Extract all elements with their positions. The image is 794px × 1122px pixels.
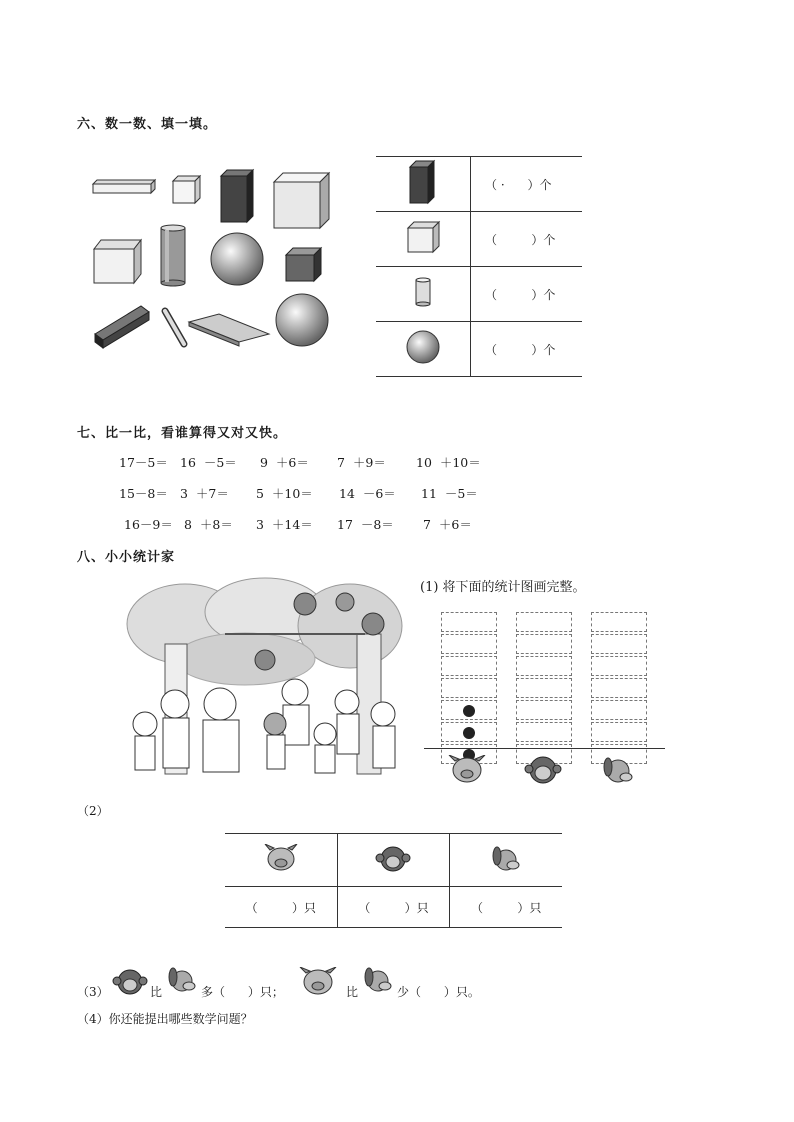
pig-icon — [263, 844, 299, 874]
graph-cell — [591, 656, 647, 676]
tally-header-dog — [450, 834, 562, 887]
equation: 5 ＋10＝ — [256, 486, 313, 501]
small-dark-cube-shape — [286, 248, 321, 281]
equation: 8 ＋8＝ — [184, 517, 233, 532]
graph-cell — [516, 700, 572, 720]
q3-label: （3） — [77, 985, 109, 999]
q4-prompt: （4）你还能提出哪些数学问题？ — [77, 1012, 253, 1026]
thin-cylinder-shape — [165, 311, 184, 344]
tally-dot — [463, 727, 475, 739]
q3-duo-blank[interactable]: 多（ ）只； — [201, 985, 284, 999]
sphere-shape — [211, 233, 263, 285]
graph-column-dog — [591, 612, 647, 766]
graph-cell — [516, 634, 572, 654]
graph-cell — [591, 700, 647, 720]
q3-shao-blank[interactable]: 少（ ）只。 — [397, 985, 480, 999]
dog-icon — [488, 844, 524, 874]
graph-column-pig — [441, 612, 497, 766]
count-row-cylinder — [376, 267, 582, 322]
graph-cell — [441, 656, 497, 676]
equation: 9 ＋6＝ — [260, 455, 309, 470]
large-sphere-shape — [276, 294, 328, 346]
tally-blank-pig[interactable]: （ ）只 — [225, 887, 337, 928]
equation: 7 ＋9＝ — [337, 455, 386, 470]
equation: 11 －5＝ — [421, 486, 478, 501]
q2-label: （2） — [77, 804, 109, 818]
long-prism-shape — [95, 306, 149, 348]
equation: 7 ＋6＝ — [423, 517, 472, 532]
monkey-icon — [375, 844, 411, 874]
count-row-cube — [376, 212, 582, 267]
sphere-icon — [376, 322, 471, 377]
dog-icon — [360, 965, 396, 995]
graph-cell — [516, 678, 572, 698]
graph-cell — [516, 612, 572, 632]
tally-blank-monkey[interactable]: （ ）只 — [337, 887, 450, 928]
graph-cell — [591, 722, 647, 742]
graph-baseline — [424, 748, 665, 749]
equation: 17－5＝ — [119, 455, 168, 470]
graph-cell — [591, 612, 647, 632]
graph-cell — [441, 722, 497, 742]
dark-cuboid-shape — [221, 170, 253, 222]
count-row-sphere — [376, 322, 582, 377]
equation: 17 －8＝ — [337, 517, 394, 532]
tally-blank-dog[interactable]: （ ）只 — [450, 887, 562, 928]
dog-icon — [600, 755, 636, 785]
medium-cube-shape — [94, 240, 141, 283]
pig-icon — [298, 967, 338, 997]
q3-bi: 比 — [150, 985, 163, 999]
equation: 16 －5＝ — [180, 455, 237, 470]
tally-header-monkey — [337, 834, 450, 887]
flat-bar-shape — [93, 180, 155, 193]
tally-dot — [463, 705, 475, 717]
cube-icon — [376, 212, 471, 267]
count-blank-sphere[interactable]: （ ）个 — [471, 322, 583, 377]
graph-cell — [441, 678, 497, 698]
graph-cell — [591, 678, 647, 698]
big-cube-shape — [274, 173, 329, 228]
equation: 15－8＝ — [119, 486, 168, 501]
count-blank-cube[interactable]: （ ）个 — [471, 212, 583, 267]
section6-title: 六、数一数、填一填。 — [77, 117, 218, 132]
section7-title: 七、比一比，看谁算得又对又快。 — [77, 426, 288, 441]
graph-cell — [441, 612, 497, 632]
dog-icon — [164, 965, 200, 995]
equation: 3 ＋7＝ — [180, 486, 229, 501]
equation: 10 ＋10＝ — [416, 455, 481, 470]
q3-bi2: 比 — [346, 985, 359, 999]
graph-cell — [516, 656, 572, 676]
count-table — [376, 156, 582, 377]
count-row-cuboid — [376, 157, 582, 212]
graph-cell — [591, 634, 647, 654]
graph-cell — [516, 722, 572, 742]
equation: 16－9＝ — [124, 517, 173, 532]
count-blank-cuboid[interactable]: （ · ）个 — [471, 157, 583, 212]
tall-cylinder-shape — [161, 225, 185, 286]
cylinder-icon — [376, 267, 471, 322]
tally-header-pig — [225, 834, 337, 887]
monkey-icon — [523, 755, 563, 785]
small-cube-shape — [173, 176, 200, 203]
q1-instruction: (1) 将下面的统计图画完整。 — [420, 580, 586, 595]
animals-scene-illustration — [125, 574, 403, 786]
graph-column-monkey — [516, 612, 572, 766]
solid-shapes-illustration — [85, 162, 345, 362]
section8-title: 八、小小统计家 — [77, 550, 176, 565]
flat-plate-shape — [189, 314, 269, 346]
equation: 3 ＋14＝ — [256, 517, 313, 532]
monkey-icon — [112, 967, 148, 997]
tally-table — [225, 833, 562, 928]
count-blank-cylinder[interactable]: （ ）个 — [471, 267, 583, 322]
equation: 14 －6＝ — [339, 486, 396, 501]
graph-cell — [441, 634, 497, 654]
graph-cell — [441, 700, 497, 720]
pig-icon — [447, 755, 487, 785]
cuboid-icon — [376, 157, 471, 212]
